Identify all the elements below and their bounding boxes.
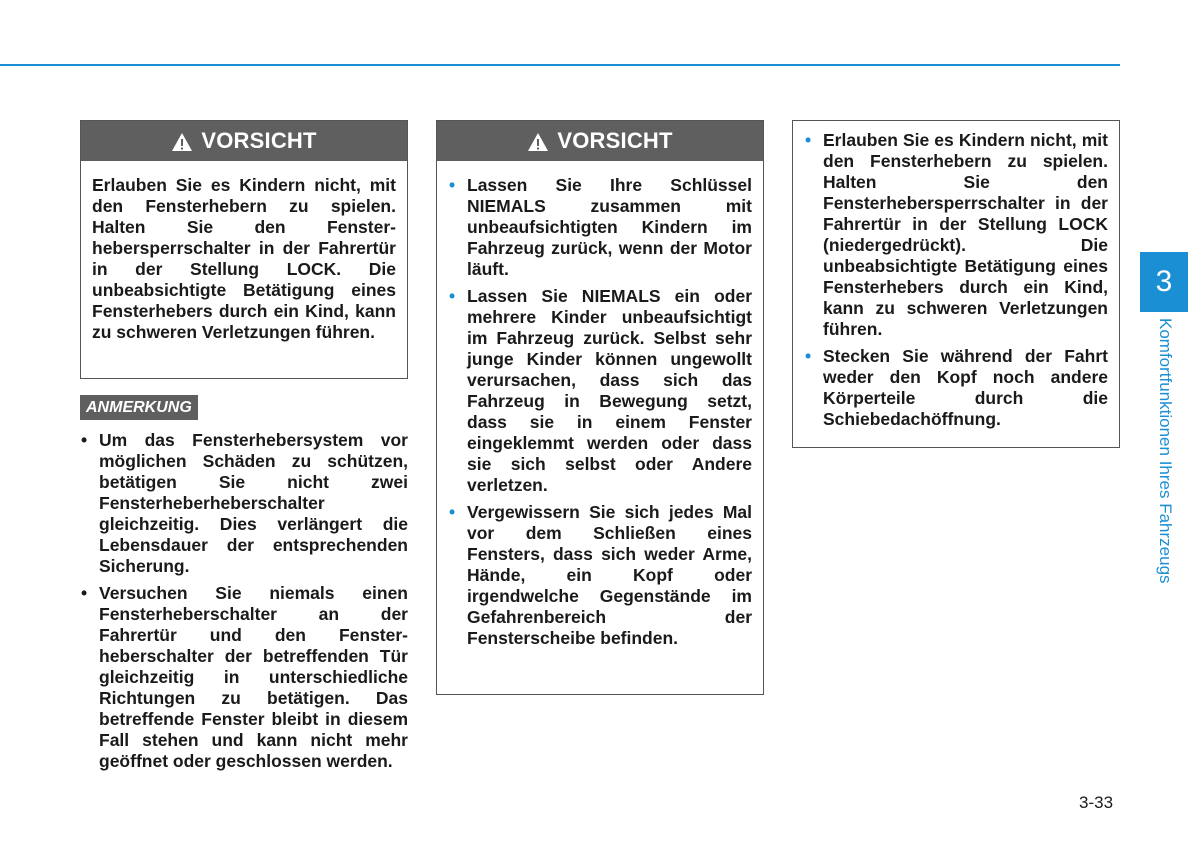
list-item: • Erlauben Sie es Kindern nicht, mit den Fensterhebern zu spielen. Halten Sie den Fensterhebersperrschalter in der Fahrertür in der Stellung LOCK (niedergedrückt). Die unbeabsichtigte Betätigung eines Fensterhebers durch ein Kind, kann zu schweren Verletzungen führen. — [805, 130, 1108, 339]
page-number: 3-33 — [1079, 793, 1114, 812]
list-item: • Lassen Sie NIEMALS ein oder mehrere Kinder unbeaufsichtigt im Fahrzeug zurück. Selbst sehr junge Kinder können ungewollt verursachen, dass sich das Fahrzeug in Bewegung setzt, dass sie in einem Fenster eingeklemmt werden oder dass sie sich selbst oder Andere verletzen. — [449, 286, 752, 495]
caution-box-1 — [80, 120, 408, 379]
note-list — [80, 430, 408, 778]
caution-title-2: VORSICHT — [557, 128, 673, 153]
caution-box-2 — [436, 120, 764, 695]
list-item: • Um das Fensterhebersystem vor möglichen Schäden zu schützen, betätigen Sie nicht zwei Fensterheberheberschalter gleichzeitig. Dies verlängert die Lebensdauer der entsprechenden Sicherung. — [81, 430, 408, 576]
list-item: • Versuchen Sie niemals einen Fensterheberschalter an der Fahrertür und den Fensterheberschalter der betreffenden Tür gleichzeitig in unterschiedliche Richtungen zu betätigen. Das betreffende Fenster bleibt in diesem Fall stehen und kann nicht mehr geöffnet oder geschlossen werden. — [81, 583, 408, 771]
chapter-tab: 3 — [1140, 252, 1188, 312]
list-item: • Stecken Sie während der Fahrt weder den Kopf noch andere Körperteile durch die Schiebedachöffnung. — [805, 346, 1108, 429]
caution-header-1 — [81, 121, 407, 161]
chapter-title: Komfortfunktionen Ihres Fahrzeugs — [1156, 318, 1175, 584]
note-label: ANMERKUNG — [80, 395, 198, 420]
warning-icon — [171, 132, 193, 152]
caution-box-3 — [792, 120, 1120, 448]
caution-header-2 — [437, 121, 763, 161]
caution-title-1: VORSICHT — [201, 128, 317, 153]
top-rule — [0, 64, 1120, 66]
list-item: • Vergewissern Sie sich jedes Mal vor dem Schließen eines Fensters, dass sich weder Arme, Hände, ein Kopf oder irgendwelche Gegenstände im Gefahrenbereich der Fensterscheibe befinden. — [449, 502, 752, 648]
list-item: • Lassen Sie Ihre Schlüssel NIEMALS zusammen mit unbeaufsichtigten Kindern im Fahrzeug zurück, wenn der Motor läuft. — [449, 175, 752, 279]
caution-text-1: Erlauben Sie es Kindern nicht, mit den Fensterhebern zu spielen. Halten Sie den Fensterhebersperrschalter in der Fahrertür in der Stellung LOCK. Die unbeabsichtigte Betätigung eines Fensterhebers durch ein Kind, kann zu schweren Verletzungen führen. — [92, 175, 396, 342]
warning-icon — [527, 132, 549, 152]
